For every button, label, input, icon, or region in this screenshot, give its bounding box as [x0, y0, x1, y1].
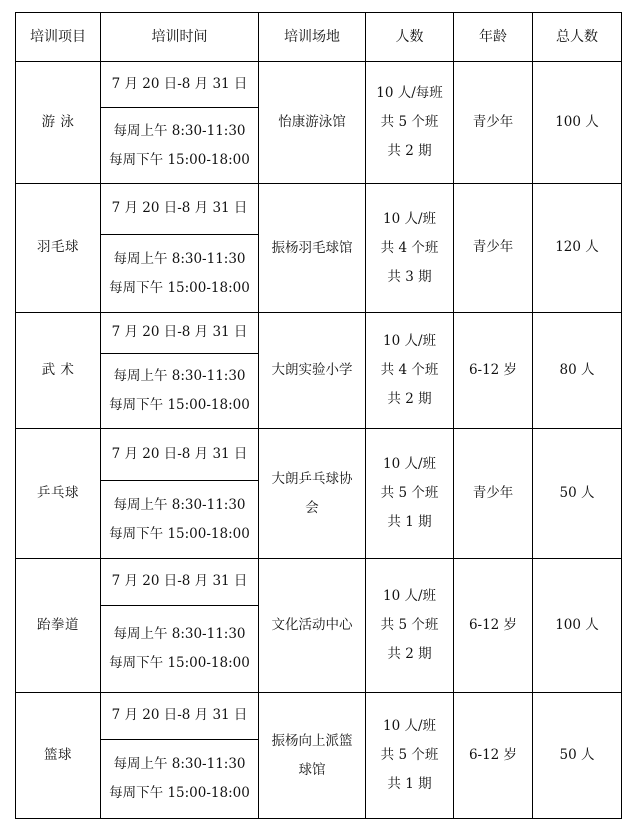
total-cell: 100 人 — [533, 62, 622, 184]
hours-am-text: 每周上午 8:30-11:30 — [113, 250, 246, 267]
class-size-cell — [366, 429, 454, 559]
class-size-cell — [366, 693, 454, 819]
class-size-cell — [366, 62, 454, 184]
venue-cell: 大朗乒乓球协会 — [259, 429, 366, 559]
sessions-text: 共 2 期 — [387, 143, 432, 159]
hours-cell — [101, 606, 259, 693]
date-range-cell: 7 月 20 日-8 月 31 日 — [101, 184, 259, 235]
header-venue: 培训场地 — [259, 13, 366, 62]
header-headcount: 人数 — [366, 13, 454, 62]
total-cell: 100 人 — [533, 559, 622, 693]
hours-pm-text: 每周下午 15:00-18:00 — [109, 151, 250, 168]
sessions-text: 共 2 期 — [387, 646, 432, 662]
sessions-text: 共 1 期 — [387, 514, 432, 530]
venue-cell: 大朗实验小学 — [259, 313, 366, 429]
venue-cell: 文化活动中心 — [259, 559, 366, 693]
header-age: 年龄 — [454, 13, 533, 62]
hours-cell — [101, 481, 259, 559]
class-size-text: 10 人/班 — [382, 588, 437, 604]
total-cell: 50 人 — [533, 429, 622, 559]
class-count-text: 共 5 个班 — [380, 114, 439, 130]
date-range-cell: 7 月 20 日-8 月 31 日 — [101, 429, 259, 481]
hours-am-text: 每周上午 8:30-11:30 — [113, 122, 246, 139]
header-row — [16, 13, 622, 62]
table-header — [16, 13, 622, 62]
age-cell: 6-12 岁 — [454, 559, 533, 693]
hours-am-text: 每周上午 8:30-11:30 — [113, 496, 246, 513]
age-cell: 青少年 — [454, 62, 533, 184]
subject-cell: 羽毛球 — [16, 184, 101, 313]
hours-pm-text: 每周下午 15:00-18:00 — [109, 397, 250, 413]
age-cell: 6-12 岁 — [454, 693, 533, 819]
hours-pm-text: 每周下午 15:00-18:00 — [109, 785, 250, 801]
table-row — [16, 429, 622, 481]
hours-pm-text: 每周下午 15:00-18:00 — [109, 655, 250, 671]
venue-cell: 怡康游泳馆 — [259, 62, 366, 184]
class-count-text: 共 5 个班 — [380, 617, 439, 633]
table-row — [16, 313, 622, 354]
hours-am-text: 每周上午 8:30-11:30 — [113, 626, 246, 642]
date-range-cell: 7 月 20 日-8 月 31 日 — [101, 559, 259, 606]
class-size-cell — [366, 559, 454, 693]
table-body — [16, 62, 622, 819]
date-range-cell: 7 月 20 日-8 月 31 日 — [101, 693, 259, 740]
subject-cell: 篮球 — [16, 693, 101, 819]
training-schedule-table — [15, 12, 622, 819]
table-row — [16, 184, 622, 235]
class-size-text: 10 人/班 — [382, 456, 437, 472]
sessions-text: 共 2 期 — [387, 391, 432, 407]
hours-am-text: 每周上午 8:30-11:30 — [113, 368, 246, 384]
class-size-text: 10 人/班 — [382, 210, 437, 227]
total-cell: 120 人 — [533, 184, 622, 313]
sessions-text: 共 3 期 — [387, 268, 432, 285]
subject-cell: 武 术 — [16, 313, 101, 429]
class-count-text: 共 4 个班 — [380, 362, 439, 378]
header-subject: 培训项目 — [16, 13, 101, 62]
age-cell: 青少年 — [454, 184, 533, 313]
class-size-text: 10 人/每班 — [376, 85, 443, 101]
hours-pm-text: 每周下午 15:00-18:00 — [109, 279, 250, 296]
total-cell: 50 人 — [533, 693, 622, 819]
sessions-text: 共 1 期 — [387, 776, 432, 792]
hours-cell — [101, 108, 259, 184]
subject-cell: 游 泳 — [16, 62, 101, 184]
class-size-text: 10 人/班 — [382, 718, 437, 734]
class-count-text: 共 5 个班 — [380, 747, 439, 763]
table-row — [16, 693, 622, 740]
age-cell: 6-12 岁 — [454, 313, 533, 429]
venue-cell: 振杨向上派篮球馆 — [259, 693, 366, 819]
header-time: 培训时间 — [101, 13, 259, 62]
age-cell: 青少年 — [454, 429, 533, 559]
subject-cell: 乒乓球 — [16, 429, 101, 559]
class-count-text: 共 4 个班 — [380, 239, 439, 256]
subject-cell: 跆拳道 — [16, 559, 101, 693]
hours-pm-text: 每周下午 15:00-18:00 — [109, 525, 250, 542]
table-row — [16, 62, 622, 108]
date-range-cell: 7 月 20 日-8 月 31 日 — [101, 313, 259, 354]
hours-cell — [101, 354, 259, 429]
class-count-text: 共 5 个班 — [380, 485, 439, 501]
hours-am-text: 每周上午 8:30-11:30 — [113, 756, 246, 772]
total-cell: 80 人 — [533, 313, 622, 429]
class-size-text: 10 人/班 — [382, 333, 437, 349]
date-range-cell: 7 月 20 日-8 月 31 日 — [101, 62, 259, 108]
header-total: 总人数 — [533, 13, 622, 62]
venue-cell: 振杨羽毛球馆 — [259, 184, 366, 313]
table-row — [16, 559, 622, 606]
class-size-cell — [366, 184, 454, 313]
hours-cell — [101, 235, 259, 313]
class-size-cell — [366, 313, 454, 429]
